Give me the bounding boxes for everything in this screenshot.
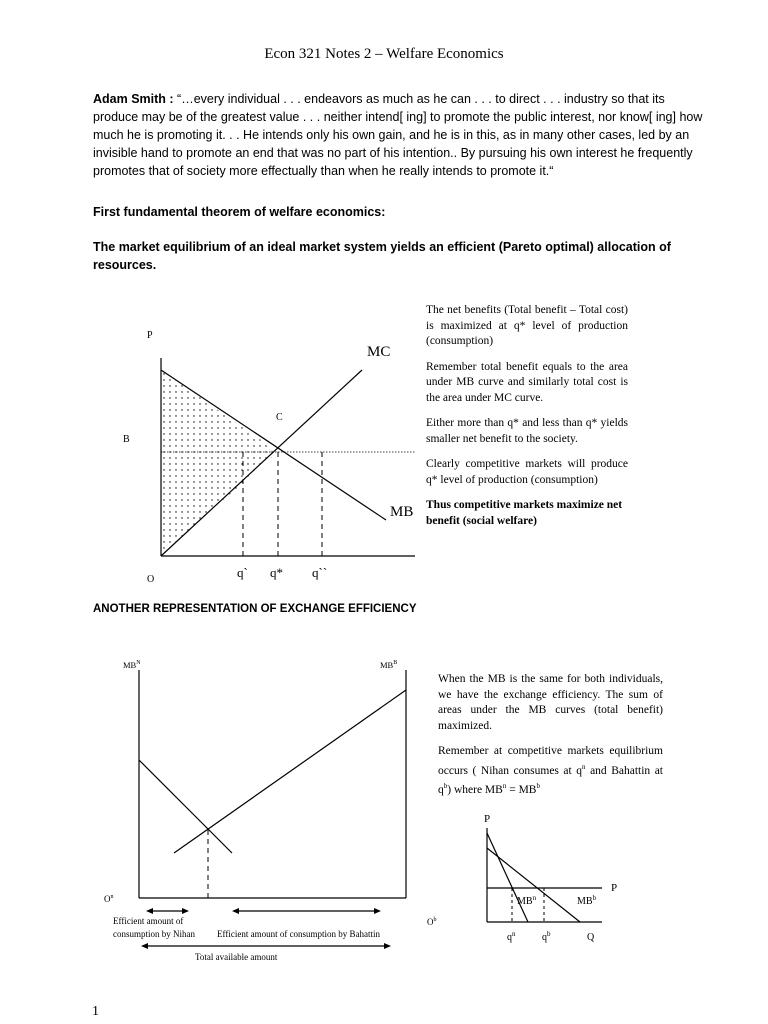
mbb-curve: [174, 690, 406, 853]
fig1-o-label: O: [147, 574, 155, 585]
fig1-b-label: B: [123, 434, 130, 445]
fig2-nihan-label-1: Efficient amount of: [113, 916, 184, 926]
fig3-q-label: Q: [587, 932, 595, 943]
fig3-qn-label: $q^n$: [507, 930, 516, 943]
net-benefit-area: [161, 370, 278, 555]
page-number: 1: [92, 1004, 99, 1019]
fig3-mbb-curve: [487, 848, 580, 922]
side1-p2: Remember total benefit equals to the area under MB curve and similarly total cost is the area under MC curve.: [426, 360, 628, 404]
fig3-p-right: P: [611, 882, 618, 894]
fig2-total-label: Total available amount: [195, 952, 278, 962]
fig1-q2-label: q``: [312, 565, 328, 580]
fig3-mbb-label: $MB^b$: [577, 894, 597, 907]
side1-p1: The net benefits (Total benefit – Total cost) is maximized at q* level of production (consumption): [426, 304, 628, 347]
nihan-arrow-right-head: [182, 908, 189, 914]
bahattin-arrow-left-head: [232, 908, 239, 914]
fig2-explanation: [438, 672, 663, 808]
fig2-mbn-label: $MB^N$: [123, 660, 141, 670]
fig3-p-top: P: [484, 813, 491, 825]
fig2-mbb-label: $MB^B$: [380, 660, 398, 670]
fig2-ob-label: $O^b$: [427, 917, 437, 927]
nihan-arrow-left-head: [146, 908, 153, 914]
mbn-curve: [139, 760, 232, 853]
side1-p3: Either more than q* and less than q* yields smaller net benefit to the society.: [426, 417, 628, 445]
fig1-q1-label: q`: [237, 565, 248, 580]
side1-p5: Thus competitive markets maximize net benefit (social welfare): [426, 499, 623, 527]
fig3-qb-label: $q^b$: [542, 930, 551, 943]
theorem-heading: First fundamental theorem of welfare economics:: [93, 205, 386, 219]
total-arrow-left-head: [141, 943, 148, 949]
fig2-on-label: $O^n$: [104, 894, 114, 904]
fig1-p-label: P: [147, 330, 153, 341]
side2-p2: Remember at competitive markets equilibrium occurs ( Nihan consumes at $q^n$ and Bahattin at $q^b$) where $MB^n = MB^b$: [438, 745, 663, 796]
side2-p1: When the MB is the same for both individuals, we have the exchange efficiency. The sum of areas under the MB curves (total benefit) maximized.: [438, 673, 663, 732]
section-heading: ANOTHER REPRESENTATION OF EXCHANGE EFFICIENCY: [93, 603, 417, 615]
fig3-mbn-curve: [487, 833, 528, 922]
theorem-statement: The market equilibrium of an ideal market system yields an efficient (Pareto optimal) allocation of resources.: [93, 240, 671, 272]
fig2-nihan-label-2: consumption by Nihan: [113, 929, 195, 939]
page-title: Econ 321 Notes 2 – Welfare Economics: [264, 46, 504, 62]
fig2-bahattin-label: Efficient amount of consumption by Bahattin: [217, 929, 381, 939]
fig3-mbn-label: $MB^n$: [517, 894, 537, 907]
total-arrow-right-head: [384, 943, 391, 949]
fig1-explanation: [426, 303, 628, 539]
fig1-qstar-label: q*: [270, 565, 283, 580]
quote-text: “…every individual . . . endeavors as much as he can . . . to direct . . . industry so that its produce may be of the greatest value . . . neither intend[ ing] to promote the public interest, nor know[ ing] how much he is promoting it. . . He intends only his own gain, and he is in this, as in many other cases, led by an invisible hand to promote an end that was no part of his intention.. By pursuing his own interest he frequently promotes that of society more effectually than when he really intends to promote it.“: [93, 92, 703, 178]
fig1-c-label: C: [276, 412, 283, 423]
quote-author: Adam Smith :: [93, 92, 174, 106]
side1-p4: Clearly competitive markets will produce q* level of production (consumption): [426, 458, 628, 486]
fig1-mc-label: MC: [367, 344, 391, 360]
bahattin-arrow-right-head: [374, 908, 381, 914]
fig1-mb-label: MB: [390, 504, 414, 520]
